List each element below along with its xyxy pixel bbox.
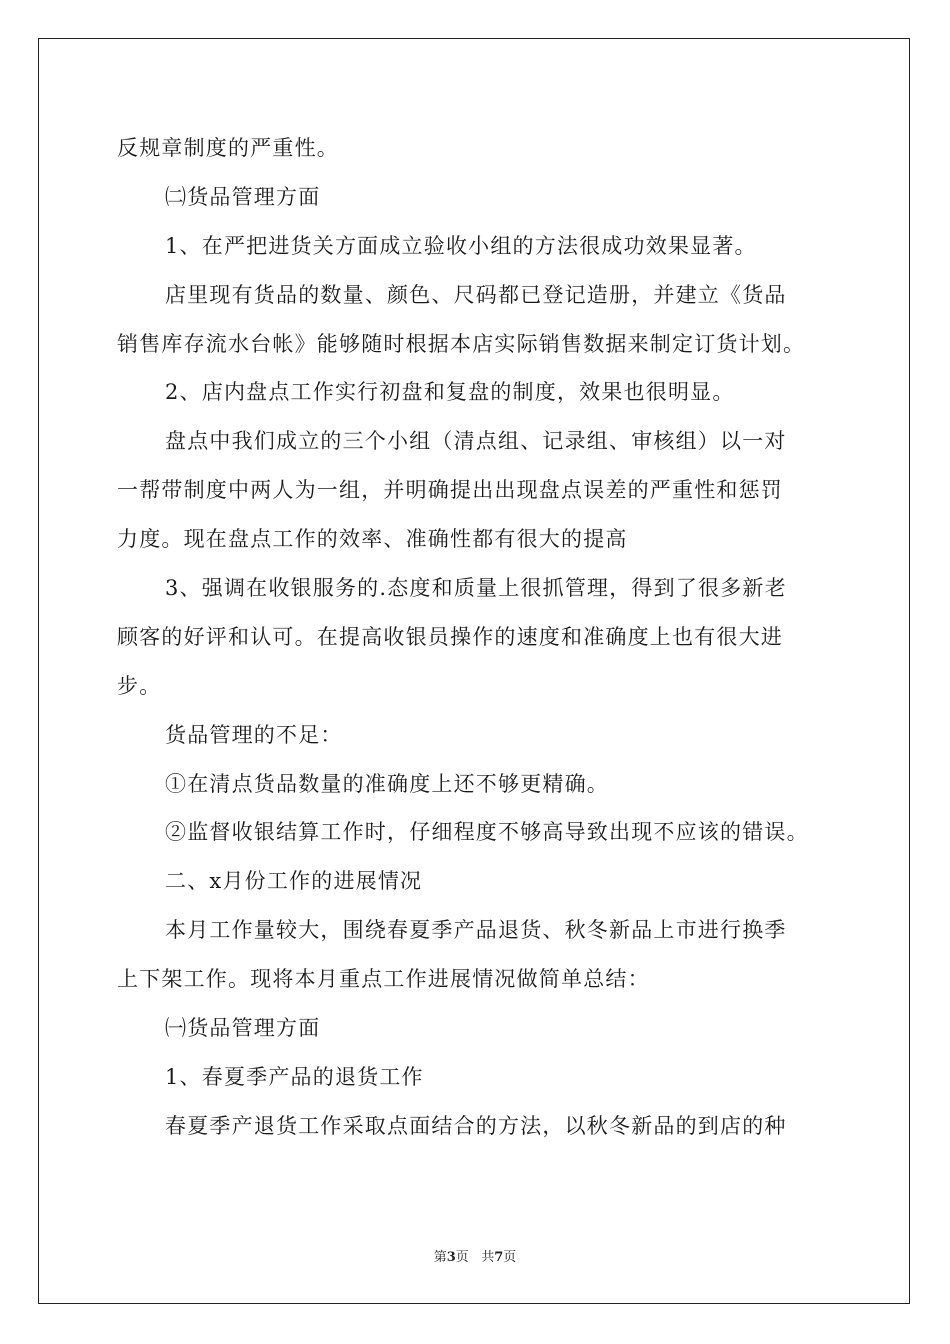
current-page-number: 3	[446, 1250, 456, 1265]
text-line: ②监督收银结算工作时，仔细程度不够高导致出现不应该的错误。	[165, 820, 809, 845]
text-line: 1、春夏季产品的退货工作	[165, 1064, 424, 1089]
text-line: 销售库存流水台帐》能够随时根据本店实际销售数据来制定订货计划。	[117, 331, 806, 356]
footer-page-suffix: 页	[455, 1250, 469, 1265]
footer-prefix: 第	[433, 1250, 447, 1265]
footer-total-prefix: 共	[481, 1250, 495, 1265]
text-line: 一帮带制度中两人为一组，并明确提出出现盘点误差的严重性和惩罚	[117, 478, 783, 503]
text-line: 盘点中我们成立的三个小组（清点组、记录组、审核组）以一对	[165, 429, 787, 454]
text-line: 二、x月份工作的进展情况	[165, 869, 423, 894]
text-line: ㈠货品管理方面	[165, 1016, 321, 1041]
text-line: 本月工作量较大，围绕春夏季产品退货、秋冬新品上市进行换季	[165, 918, 787, 943]
text-line: 春夏季产退货工作采取点面结合的方法，以秋冬新品的到店的种	[165, 1113, 787, 1138]
text-line: ㈡货品管理方面	[165, 184, 321, 209]
text-line: 顾客的好评和认可。在提高收银员操作的速度和准确度上也有很大进	[117, 624, 783, 649]
text-line: 1、在严把进货关方面成立验收小组的方法很成功效果显著。	[165, 233, 757, 258]
text-line: 上下架工作。现将本月重点工作进展情况做简单总结：	[117, 967, 650, 992]
total-pages-number: 7	[494, 1250, 504, 1265]
text-line: 2、店内盘点工作实行初盘和复盘的制度，效果也很明显。	[165, 380, 735, 405]
text-line: 步。	[117, 673, 162, 698]
text-line: ①在清点货品数量的准确度上还不够更精确。	[165, 771, 609, 796]
text-line: 反规章制度的严重性。	[117, 136, 339, 160]
text-line: 货品管理的不足：	[165, 722, 343, 747]
text-line: 3、强调在收银服务的.态度和质量上很抓管理，得到了很多新老	[165, 576, 787, 601]
footer-total-suffix: 页	[503, 1250, 517, 1265]
page-footer	[0, 1246, 950, 1265]
text-line: 店里现有货品的数量、颜色、尺码都已登记造册，并建立《货品	[165, 282, 787, 307]
text-line: 力度。现在盘点工作的效率、准确性都有很大的提高	[117, 527, 628, 552]
document-body	[117, 124, 833, 1151]
